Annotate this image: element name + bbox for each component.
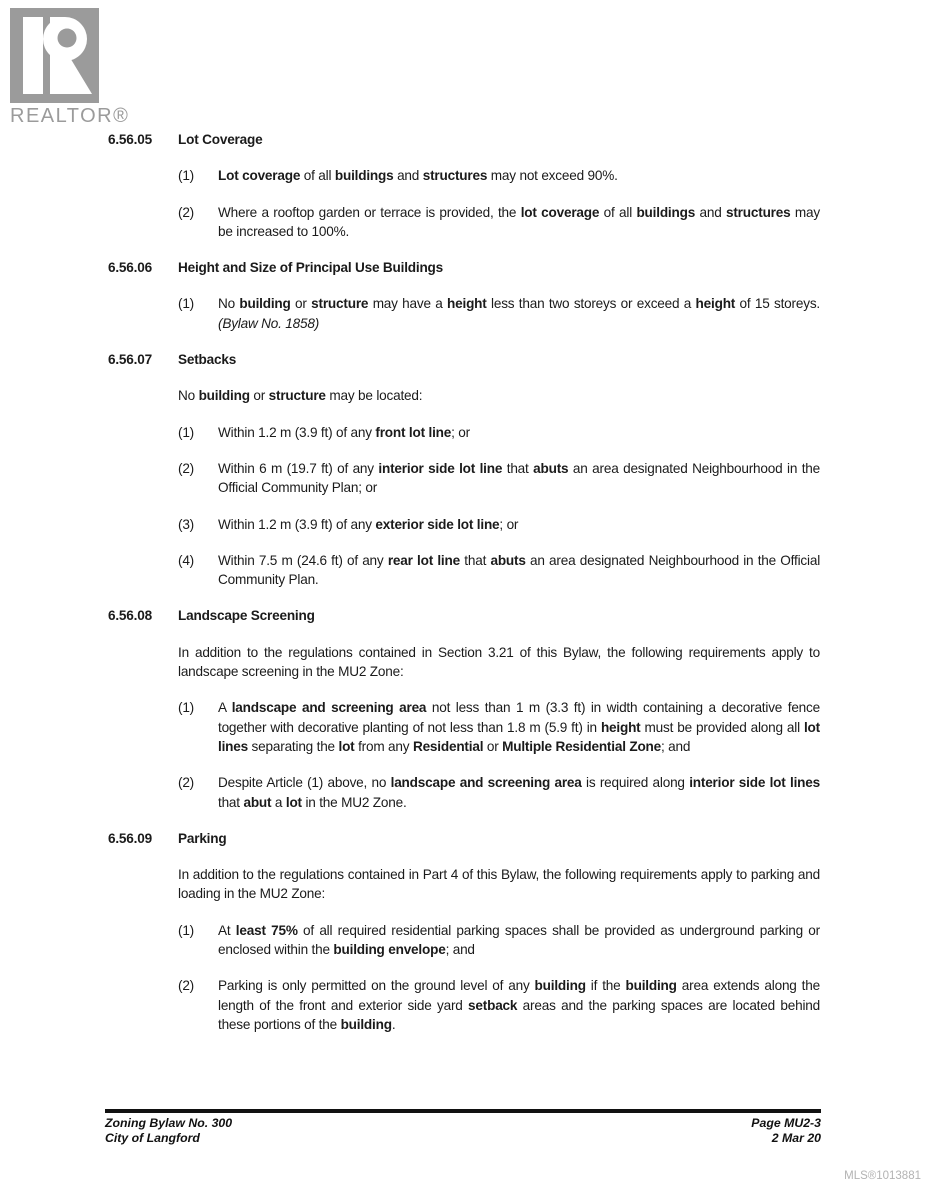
clause-item [178,698,820,756]
section-title: Landscape Screening [178,608,315,624]
clause-item [178,976,820,1034]
section-title: Parking [178,830,227,846]
bylaw-section [108,350,820,589]
section-number: 6.56.07 [108,352,152,368]
clause-text: Within 6 m (19.7 ft) of any interior side lot line that abuts an area designated Neighbourhood in the Official Community Plan; or [218,460,821,496]
realtor-wordmark: REALTOR® [10,105,130,127]
clause-number: (1) [178,700,195,716]
clause-item [178,551,820,590]
clause-text: Despite Article (1) above, no landscape and screening area is required along interior side lot lines that abut a lot in the MU2 Zone. [218,775,820,810]
clause-number: (1) [178,424,195,440]
section-number: 6.56.08 [108,608,152,624]
realtor-r-icon [10,8,99,103]
clause-text: Within 1.2 m (3.9 ft) of any front lot line; or [218,424,470,440]
clause-number: (3) [178,516,195,532]
clause-text: No building or structure may have a height less than two storeys or exceed a height of 15 storeys. (Bylaw No. 1858) [218,296,820,331]
clause-text: At least 75% of all required residential parking spaces shall be provided as underground parking or enclosed within the building envelope; and [218,922,820,958]
bylaw-section [108,829,820,1034]
section-paragraph: In addition to the regulations contained in Section 3.21 of this Bylaw, the following requirements apply to landscape screening in the MU2 Zone: [178,644,820,680]
section-number: 6.56.06 [108,260,152,276]
footer-right [751,1116,821,1146]
clause-item [178,203,820,242]
section-paragraph: In addition to the regulations contained in Part 4 of this Bylaw, the following requirements apply to parking and loading in the MU2 Zone: [178,867,820,902]
bylaw-section [108,258,820,333]
section-paragraph: No building or structure may be located: [178,388,423,404]
page-footer [105,1109,821,1146]
clause-text: A landscape and screening area not less than 1 m (3.3 ft) in width containing a decorative fence together with decorative planting of not less than 1.8 m (5.9 ft) in height must be provided along all lot lines separating the lot from any Residential or Multiple Residential Zone; and [218,700,820,754]
clause-item [178,166,820,185]
clause-text: Where a rooftop garden or terrace is provided, the lot coverage of all buildings and structures may be increased to 100%. [218,204,820,239]
clause-item [178,423,820,442]
clause-text: Lot coverage of all buildings and structures may not exceed 90%. [218,168,618,184]
document-body [108,130,820,1051]
clause-item [178,773,820,812]
clause-item [178,459,820,498]
section-title: Lot Coverage [178,132,263,147]
clause-number: (2) [178,460,195,476]
clause-number: (2) [178,204,195,220]
clause-number: (1) [178,296,195,312]
clause-number: (1) [178,922,195,938]
clause-text: Parking is only permitted on the ground level of any building if the building area extends along the length of the front and exterior side yard setback areas and the parking spaces are located behind these portions of the building. [218,978,820,1032]
footer-page-number: Page MU2-3 [751,1116,821,1130]
clause-number: (1) [178,168,195,184]
section-title: Height and Size of Principal Use Buildings [178,260,444,276]
section-number: 6.56.09 [108,830,152,846]
clause-item [178,515,820,534]
clause-number: (2) [178,978,195,994]
clause-item [178,294,820,333]
realtor-logo [10,8,130,128]
clause-number: (2) [178,775,195,791]
section-number: 6.56.05 [108,132,152,147]
clause-number: (4) [178,552,195,568]
footer-doc-city: City of Langford [105,1131,200,1145]
mls-number-watermark: MLS®1013881 [844,1170,921,1182]
footer-divider [105,1109,821,1113]
section-title: Setbacks [178,352,237,368]
clause-text: Within 1.2 m (3.9 ft) of any exterior side lot line; or [218,516,519,532]
footer-date: 2 Mar 20 [771,1131,821,1145]
footer-doc-title: Zoning Bylaw No. 300 [105,1116,233,1130]
bylaw-section [108,606,820,811]
footer-left [105,1116,232,1146]
bylaw-section [108,130,820,241]
clause-item [178,921,820,960]
clause-text: Within 7.5 m (24.6 ft) of any rear lot line that abuts an area designated Neighbourhood in the Official Community Plan. [218,552,821,588]
